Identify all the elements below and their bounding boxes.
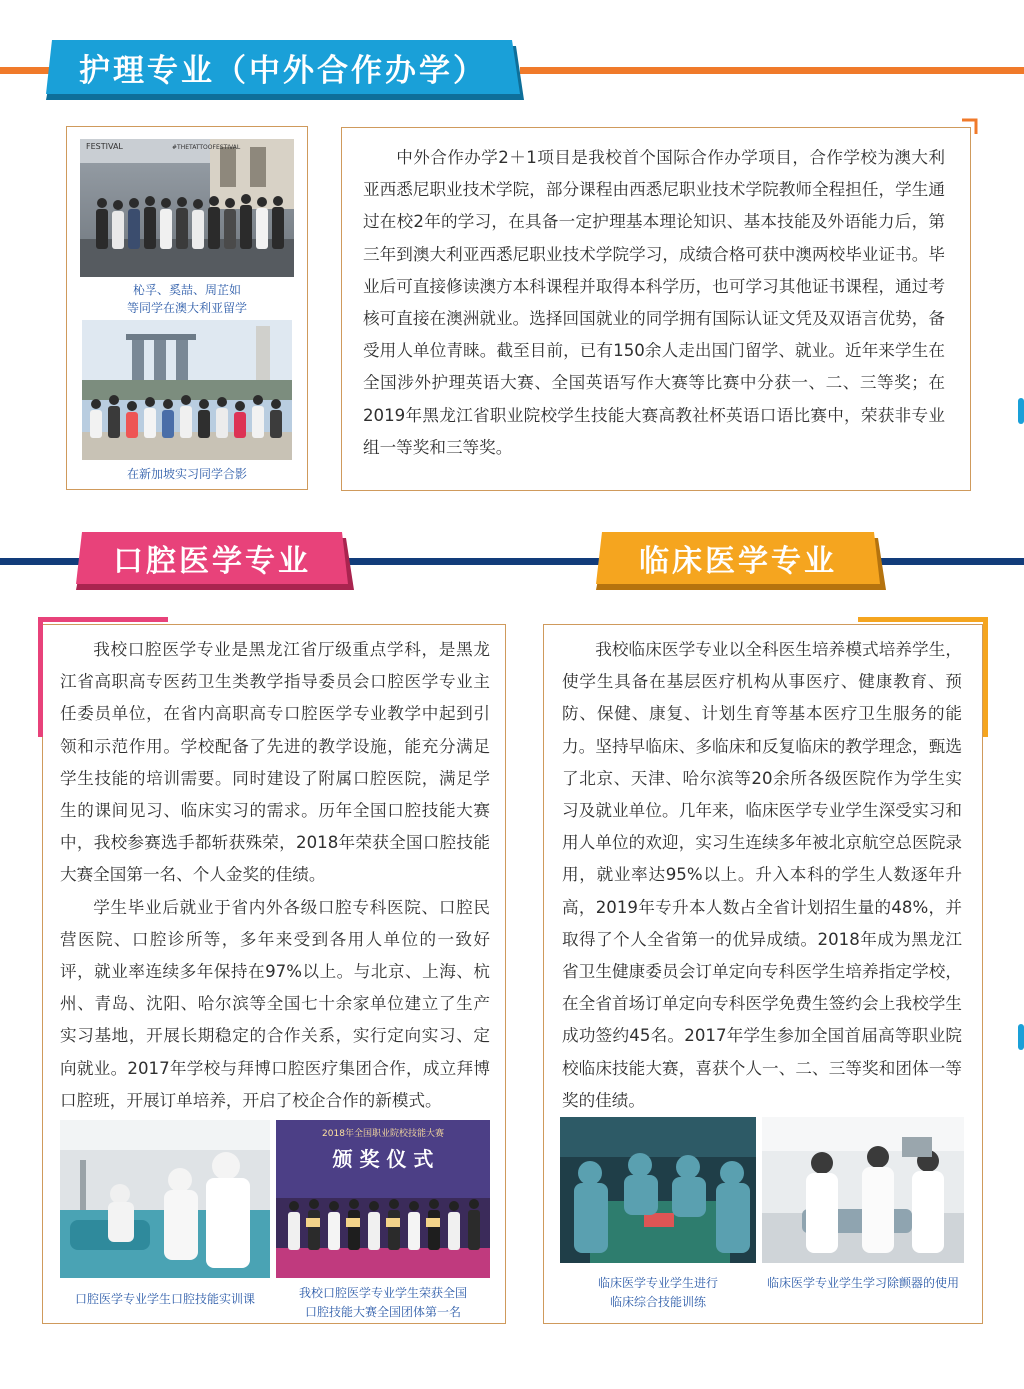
section2-paragraph1: 我校口腔医学专业是黑龙江省厅级重点学科，是黑龙江省高职高专医药卫生类教学指导委员会口腔医学专业主任委员单位，在省内高职高专口腔医学专业教学中起到引领和示范作用。学校配备了先进的教学设施，能充分满足学生技能的培训需要。同时建设了附属口腔医院，满足学生的课间见习、临床实习的需求。历年全国口腔技能大赛中，我校参赛选手都斩获殊荣，2018年荣获全国口腔技能大赛全国第一名、个人金奖的佳绩。	[60, 640, 490, 885]
section2-title: 口腔医学专业	[113, 544, 311, 579]
caption-clinical-line1: 临床医学专业学生进行	[597, 1276, 718, 1290]
photo-clinical-skills	[560, 1117, 756, 1263]
section1-banner	[46, 40, 526, 100]
photo-australia-students	[80, 139, 294, 277]
photo-award-ceremony	[276, 1120, 490, 1278]
section2-paragraph2: 学生毕业后就业于省内外各级口腔专科医院、口腔民营医院、口腔诊所等，多年来受到各用人单位的一致好评，就业率连续多年保持在97%以上。与北京、上海、杭州、青岛、沈阳、哈尔滨等全国七十余家单位建立了生产实习基地，开展长期稳定的合作关系，实行定向实习、定向就业。2017年学校与拜博口腔医疗集团合作，成立拜博口腔班，开展订单培养，开启了校企合作的新模式。	[60, 897, 490, 1110]
photo1-sign-festival: FESTIVAL	[86, 142, 123, 151]
section1-box-corner-accent	[962, 118, 978, 134]
section3-text	[562, 634, 962, 1117]
section2-box-accent-top	[38, 617, 168, 622]
mid-stripe-center-navy	[340, 558, 630, 565]
photo-dental-practice	[60, 1120, 270, 1278]
section1-paragraph: 中外合作办学2＋1项目是我校首个国际合作办学项目，合作学校为澳大利亚西悉尼职业技术学院，部分课程由西悉尼职业技术学院教师全程担任，学生通过在校2年的学习，在具备一定护理基本理论知识、基本技能及外语能力后，第三年到澳大利亚西悉尼职业技术学院学习，成绩合格可获中澳两校毕业证书。毕业后可直接修读澳方本科课程并取得本科学历，也可学习其他证书课程，通过考核可直接在澳洲就业。选择回国就业的同学拥有国际认证文凭及双语言优势，备受用人单位青睐。截至目前，已有150余人走出国门留学、就业。近年来学生在全国涉外护理英语大赛、全国英语写作大赛等比赛中分获一、二、三等奖；在2019年黑龙江省职业院校学生技能大赛高教社杯英语口语比赛中，荣获非专业组一等奖和三等奖。	[363, 148, 945, 457]
caption-clinical-line2: 临床综合技能训练	[609, 1295, 706, 1309]
photo2-sign-ceremony: 颁 奖 仪 式	[332, 1147, 434, 1171]
caption-australia-line1: 杺孚、奚喆、周芷如	[132, 283, 241, 297]
mid-stripe-right-navy	[876, 558, 1024, 565]
section2-banner	[76, 532, 354, 590]
section1-text	[363, 142, 945, 464]
photo-singapore-group	[82, 320, 292, 460]
caption-defibrillator: 临床医学专业学生学习除颤器的使用	[766, 1276, 959, 1290]
caption-award-line1: 我校口腔医学专业学生荣获全国	[298, 1286, 467, 1300]
section3-banner	[596, 532, 886, 590]
section2-text	[60, 634, 490, 1117]
section2-box-accent-left	[38, 617, 43, 737]
section1-title: 护理专业（中外合作办学）	[79, 52, 487, 89]
caption-australia-line2: 等同学在澳大利亚留学	[126, 301, 247, 315]
caption-dental-practice: 口腔医学专业学生口腔技能实训课	[74, 1292, 255, 1306]
caption-singapore: 在新加坡实习同学合影	[126, 467, 247, 481]
caption-award-line2: 口腔技能大赛全国团体第一名	[304, 1305, 461, 1319]
photo1-sign-tattoo: #THETATTOOFESTIVAL	[172, 144, 241, 151]
edge-tab-2	[1018, 1024, 1024, 1050]
section3-box-accent-right	[983, 617, 988, 737]
section3-box-accent-top	[858, 617, 988, 622]
edge-tab-1	[1018, 398, 1024, 424]
section3-paragraph: 我校临床医学专业以全科医生培养模式培养学生，使学生具备在基层医疗机构从事医疗、健康教育、预防、保健、康复、计划生育等基本医疗卫生服务的能力。坚持早临床、多临床和反复临床的教学理念，甄选了北京、天津、哈尔滨等20余所各级医院作为学生实习及就业单位。几年来，临床医学专业学生深受实习和用人单位的欢迎，实习生连续多年被北京航空总医院录用，就业率达95%以上。升入本科的学生人数逐年升高，2019年专升本人数占全省计划招生量的48%，并取得了个人全省第一的优异成绩。2018年成为黑龙江省卫生健康委员会订单定向专科医学生培养指定学校，在全省首场订单定向专科医学免费生签约会上我校学生成功签约45名。2017年学生参加全国首届高等职业院校临床技能大赛，喜获个人一、二、三等奖和团体一等奖的佳绩。	[562, 640, 962, 1110]
photo-defibrillator	[762, 1117, 964, 1263]
top-stripe-right	[520, 67, 1024, 74]
photo2-sign-title: 2018年全国职业院校技能大赛	[322, 1129, 444, 1139]
section3-title: 临床医学专业	[639, 544, 837, 579]
